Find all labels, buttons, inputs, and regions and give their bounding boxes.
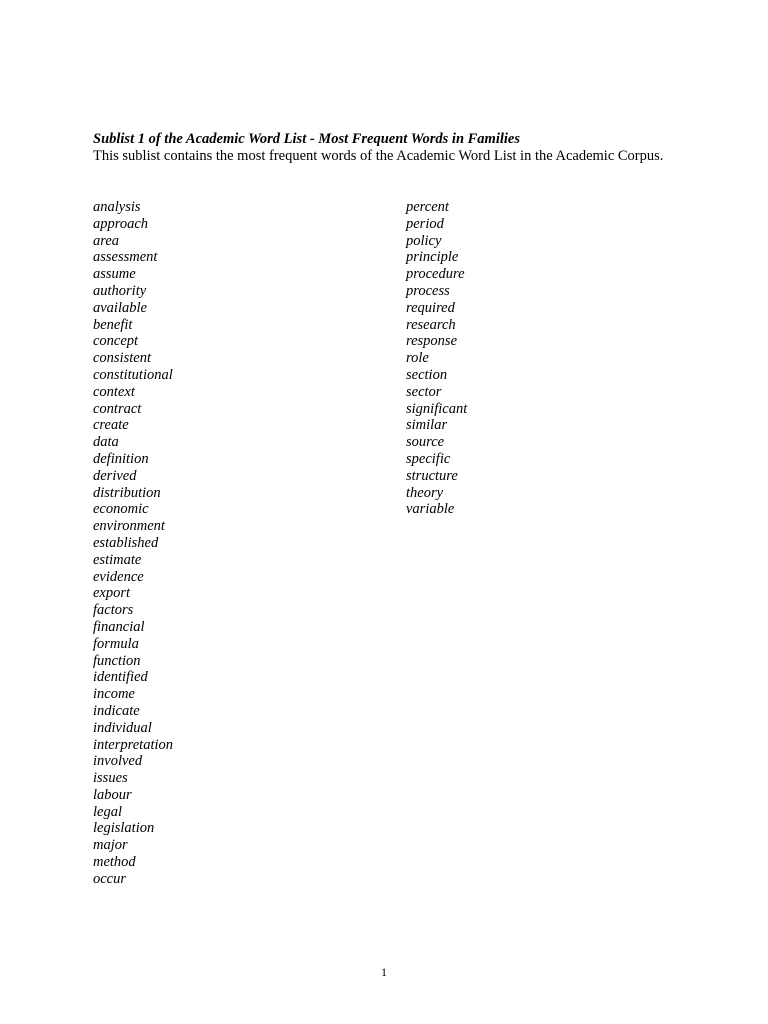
- word-list-item: financial: [93, 618, 145, 635]
- word-list-item: contract: [93, 400, 142, 417]
- word-list-item: research: [406, 316, 456, 333]
- word-list-item: legal: [93, 803, 122, 820]
- word-list-item: established: [93, 534, 159, 551]
- word-list-item: structure: [406, 467, 458, 484]
- word-list-item: required: [406, 299, 455, 316]
- page-number: 1: [381, 965, 387, 979]
- word-list-item: indicate: [93, 702, 140, 719]
- word-list-item: area: [93, 232, 120, 249]
- word-list-item: benefit: [93, 316, 133, 333]
- word-list-item: process: [406, 282, 450, 299]
- word-list-item: evidence: [93, 568, 144, 585]
- word-list-item: source: [406, 434, 445, 451]
- word-list-item: constitutional: [93, 366, 173, 383]
- word-list-item: create: [93, 417, 129, 434]
- word-list-item: response: [406, 333, 458, 350]
- word-list-item: authority: [93, 282, 147, 299]
- word-list-item: derived: [93, 467, 137, 484]
- word-list-item: concept: [93, 333, 139, 350]
- word-list-item: available: [93, 299, 147, 316]
- word-list-item: period: [406, 215, 444, 232]
- word-list-item: major: [93, 837, 128, 854]
- intro-paragraph: This sublist contains the most frequent words of the Academic Word List in the Academic Corpus.: [93, 148, 664, 164]
- word-list-item: analysis: [93, 199, 141, 215]
- word-list-item: principle: [406, 249, 459, 266]
- word-list-item: assessment: [93, 249, 158, 266]
- document-title: Sublist 1 of the Academic Word List - Most Frequent Words in Families: [93, 131, 520, 147]
- word-list-right-column: [406, 199, 666, 518]
- word-list-item: significant: [406, 400, 468, 417]
- word-list-item: specific: [406, 450, 451, 467]
- word-list-item: percent: [406, 199, 449, 215]
- word-list-item: issues: [93, 770, 128, 787]
- word-list-item: function: [93, 652, 141, 669]
- word-list-left-column: [93, 199, 353, 888]
- word-list-item: assume: [93, 266, 136, 283]
- word-list-item: policy: [406, 232, 442, 249]
- word-list-item: variable: [406, 501, 455, 518]
- word-list-item: approach: [93, 215, 149, 232]
- word-list-item: legislation: [93, 820, 155, 837]
- word-list-item: section: [406, 366, 448, 383]
- word-list-item: method: [93, 854, 136, 871]
- word-list-item: occur: [93, 870, 127, 887]
- word-list-item: definition: [93, 450, 149, 467]
- word-list-item: estimate: [93, 551, 142, 568]
- word-list-item: income: [93, 686, 135, 703]
- word-list-item: sector: [406, 383, 442, 400]
- word-list-item: distribution: [93, 484, 161, 501]
- word-list-item: context: [93, 383, 135, 400]
- word-list-item: involved: [93, 753, 143, 770]
- word-list-item: economic: [93, 501, 149, 518]
- word-list-item: identified: [93, 669, 148, 686]
- word-list-item: consistent: [93, 350, 151, 367]
- word-list-item: export: [93, 585, 131, 602]
- word-list-item: procedure: [406, 266, 465, 283]
- word-list-item: role: [406, 350, 429, 367]
- word-list-item: similar: [406, 417, 448, 434]
- word-list-item: individual: [93, 719, 152, 736]
- word-list-item: data: [93, 434, 119, 451]
- word-list-item: factors: [93, 602, 134, 619]
- word-list-item: environment: [93, 518, 165, 535]
- word-list-item: labour: [93, 786, 132, 803]
- word-list-item: formula: [93, 635, 139, 652]
- word-list-item: theory: [406, 484, 444, 501]
- word-list-item: interpretation: [93, 736, 174, 753]
